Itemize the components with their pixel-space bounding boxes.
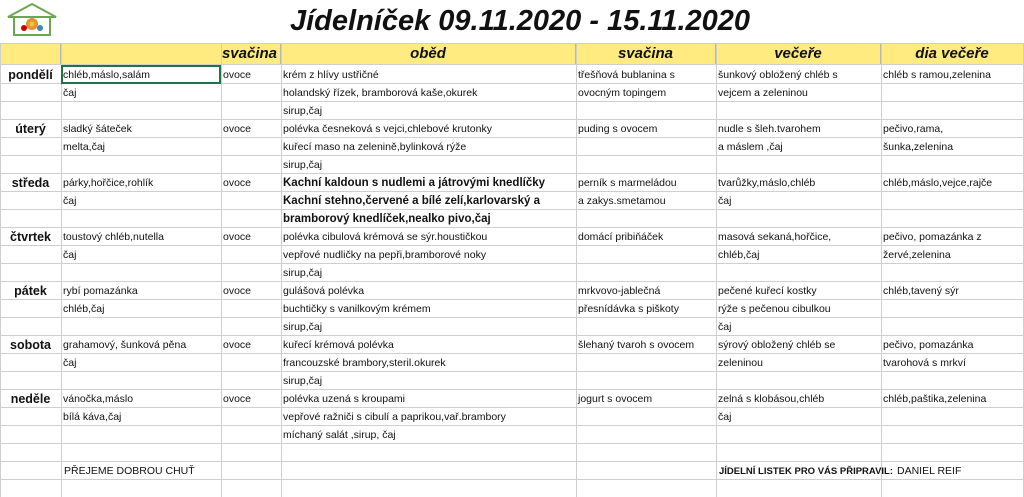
menu-cell: a zakys.smetamou [578,195,666,207]
menu-cell: masová sekaná,hořčice, [718,231,832,243]
menu-cell: zeleninou [718,357,763,369]
menu-cell: sirup,čaj [283,375,323,387]
menu-cell: vepřové nudličky na pepři,bramborové noky [283,249,487,261]
menu-cell: sýrový obložený chléb se [718,339,836,351]
menu-cell: buchtičky s vanilkovým krémem [283,303,431,315]
day-label: čtvrtek [10,230,51,244]
menu-cell: grahamový, šunková pěna [63,339,187,351]
column-header: dia večeře [881,44,1024,64]
menu-cell: bramborový knedlíček,nealko pivo,čaj [283,213,491,225]
menu-cell: chléb,čaj [63,303,105,315]
menu-cell: toustový chléb,nutella [63,231,164,243]
menu-cell: kuřecí krémová polévka [283,339,394,351]
menu-cell: třešňová bublanina s [578,69,675,81]
menu-cell: kuřecí maso na zelenině,bylinková rýže [283,141,467,153]
menu-cell: čaj [63,195,77,207]
header-band [0,44,61,64]
house-logo-icon [4,2,60,36]
column-header: večeře [716,44,881,64]
menu-cell: vepřové ražniči s cibulí a paprikou,vař.brambory [283,411,506,423]
menu-cell: zelná s klobásou,chléb [718,393,825,405]
selected-cell-outline[interactable] [61,65,221,84]
menu-cell: a máslem ,čaj [718,141,783,153]
prepared-by-label: JÍDELNÍ LISTEK PRO VÁS PŘIPRAVIL: [719,466,894,477]
menu-cell: puding s ovocem [578,123,658,135]
menu-cell: sladký šáteček [63,123,132,135]
menu-cell: domácí pribiňáček [578,231,664,243]
day-label: úterý [15,122,46,136]
day-label: středa [11,176,50,190]
menu-cell: čaj [718,321,732,333]
menu-cell: žervé,zelenina [883,249,951,261]
menu-cell: čaj [63,357,77,369]
page-title: Jídelníček 09.11.2020 - 15.11.2020 [290,5,751,37]
menu-cell: šlehaný tvaroh s ovocem [578,339,695,351]
menu-cell: vejcem a zeleninou [718,87,808,99]
menu-cell: přesnídávka s piškoty [578,303,679,315]
menu-cell: čaj [63,249,77,261]
menu-cell: chléb,máslo,salám [63,69,150,81]
menu-cell: chléb,máslo,vejce,rajče [883,177,993,189]
menu-cell: nudle s šleh.tvarohem [718,123,821,135]
menu-cell: čaj [718,411,732,423]
menu-cell: sirup,čaj [283,267,323,279]
menu-cell: melta,čaj [63,141,106,153]
menu-cell: holandský řízek, bramborová kaše,okurek [283,87,478,99]
menu-cell: párky,hořčice,rohlík [63,177,154,189]
menu-cell: rybí pomazánka [63,285,138,297]
grid-line-v [576,43,577,497]
menu-cell: francouzské brambory,steril.okurek [283,357,446,369]
column-header: svačina [61,44,281,64]
menu-cell: pečené kuřecí kostky [718,285,817,297]
menu-cell: sirup,čaj [283,159,323,171]
menu-cell: šunka,zelenina [883,141,954,153]
menu-cell: krém z hlívy ustřičné [283,69,379,81]
menu-cell: bílá káva,čaj [63,411,122,423]
menu-cell: ovoce [223,177,252,189]
day-label: pondělí [8,68,53,82]
column-header: svačina [576,44,716,64]
grid-line-v [61,43,62,497]
menu-cell: ovoce [223,393,252,405]
menu-cell: čaj [718,195,732,207]
author-name: DANIEL REIF [897,465,962,477]
menu-cell: chléb,čaj [718,249,760,261]
grid-line-v [716,43,717,497]
menu-cell: pečivo,rama, [883,123,944,135]
menu-cell: tvarohová s mrkví [883,357,966,369]
menu-cell: polévka česneková s vejci,chlebové krutonky [283,123,492,135]
grid-line-v [0,43,1,497]
menu-cell: Kachní kaldoun s nudlemi a játrovými knedlíčky [283,177,546,189]
menu-cell: pečivo, pomazánka z [883,231,982,243]
menu-cell: perník s marmeládou [578,177,677,189]
menu-cell: jogurt s ovocem [578,393,653,405]
menu-cell: sirup,čaj [283,321,323,333]
footer-prepared-by [719,463,961,480]
menu-cell: ovoce [223,339,252,351]
menu-cell: ovoce [223,285,252,297]
menu-cell: rýže s pečenou cibulkou [718,303,831,315]
menu-cell: polévka cibulová krémová se sýr.houstičkou [283,231,488,243]
menu-cell: pečivo, pomazánka [883,339,974,351]
menu-cell: polévka uzená s kroupami [283,393,405,405]
menu-cell: ovoce [223,123,252,135]
menu-cell: míchaný salát ,sirup, čaj [283,429,396,441]
menu-cell: šunkový obložený chléb s [718,69,838,81]
menu-cell: chléb,tavený sýr [883,285,959,297]
grid-line-v [221,43,222,497]
menu-cell: čaj [63,87,77,99]
menu-cell: sirup,čaj [283,105,323,117]
menu-cell: vánočka,máslo [63,393,134,405]
menu-cell: gulášová polévka [283,285,365,297]
menu-cell: tvarůžky,máslo,chléb [718,177,816,189]
menu-cell: ovoce [223,231,252,243]
day-label: neděle [10,392,51,406]
menu-cell: ovoce [223,69,252,81]
day-label: pátek [14,284,47,298]
grid-line-h [0,43,1024,44]
menu-cell: mrkvovo-jablečná [578,285,661,297]
menu-cell: chléb,paštika,zelenina [883,393,987,405]
grid-line-v [881,43,882,497]
grid-line-h [0,461,1024,462]
column-header: oběd [281,44,576,64]
menu-cell: Kachní stehno,červené a bílé zelí,karlovarský a [283,195,540,207]
day-label: sobota [10,338,51,352]
menu-cell: ovocným topingem [578,87,667,99]
menu-cell: chléb s ramou,zelenina [883,69,991,81]
footer-greeting: PŘEJEME DOBROU CHUŤ [64,465,195,477]
